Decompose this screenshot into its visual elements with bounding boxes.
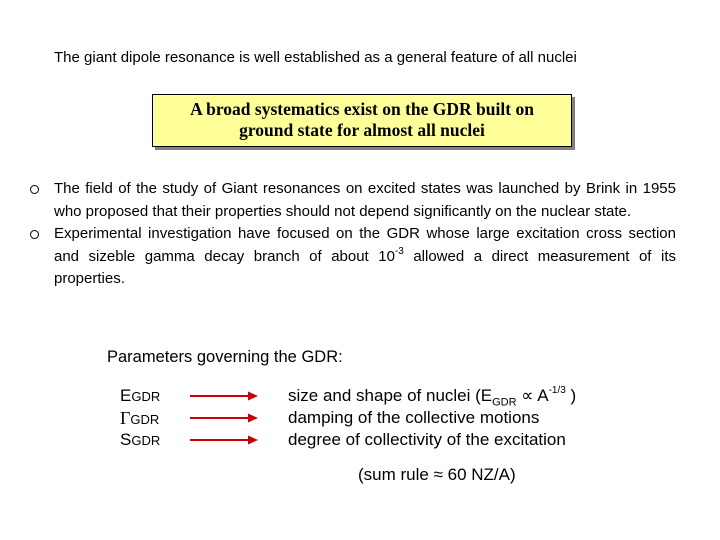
highlight-line-2: ground state for almost all nuclei [239,120,485,140]
highlight-box [152,94,572,147]
arrow-right-icon [188,390,260,402]
param-description: size and shape of nuclei ($E_{GDR} \propto A^{-1/3}$ ) [288,385,577,409]
highlight-line-1: A broad systematics exist on the GDR built on [190,99,534,119]
bullet-icon [30,185,39,194]
bullet-list [30,178,676,291]
param-symbol: SGDR [120,430,161,449]
param-description: degree of collectivity of the excitation [288,430,566,449]
bullet-text-start: Experimental investigation have focused on the GDR whose large excitation cross section and sizeble gamma decay branch of about 10 [54,225,676,265]
param-subscript: GDR [130,412,160,427]
arrow-right-icon [188,434,260,446]
bullet-item [30,223,676,291]
bullet-icon [30,230,39,239]
param-subscript: GDR [131,433,161,448]
arrow-right-icon [188,412,260,424]
bullet-item [30,178,676,223]
param-symbol: EGDR [120,386,161,405]
param-description: damping of the collective motions [288,408,540,427]
param-symbol: ΓGDR [120,408,160,428]
bullet-text-end: allowed a direct measurement of its properties. [54,247,676,287]
params-heading: Parameters governing the GDR: [107,348,343,366]
intro-statement: The giant dipole resonance is well established as a general feature of all nuclei [54,49,577,66]
param-subscript: GDR [131,389,161,404]
exponent: -3 [394,245,404,257]
sum-rule-note: (sum rule ≈ 60 NZ/A) [358,465,516,484]
bullet-text: The field of the study of Giant resonances on excited states was launched by Brink in 1955 who proposed that their properties should not depend significantly on the nuclear state. [54,180,676,220]
